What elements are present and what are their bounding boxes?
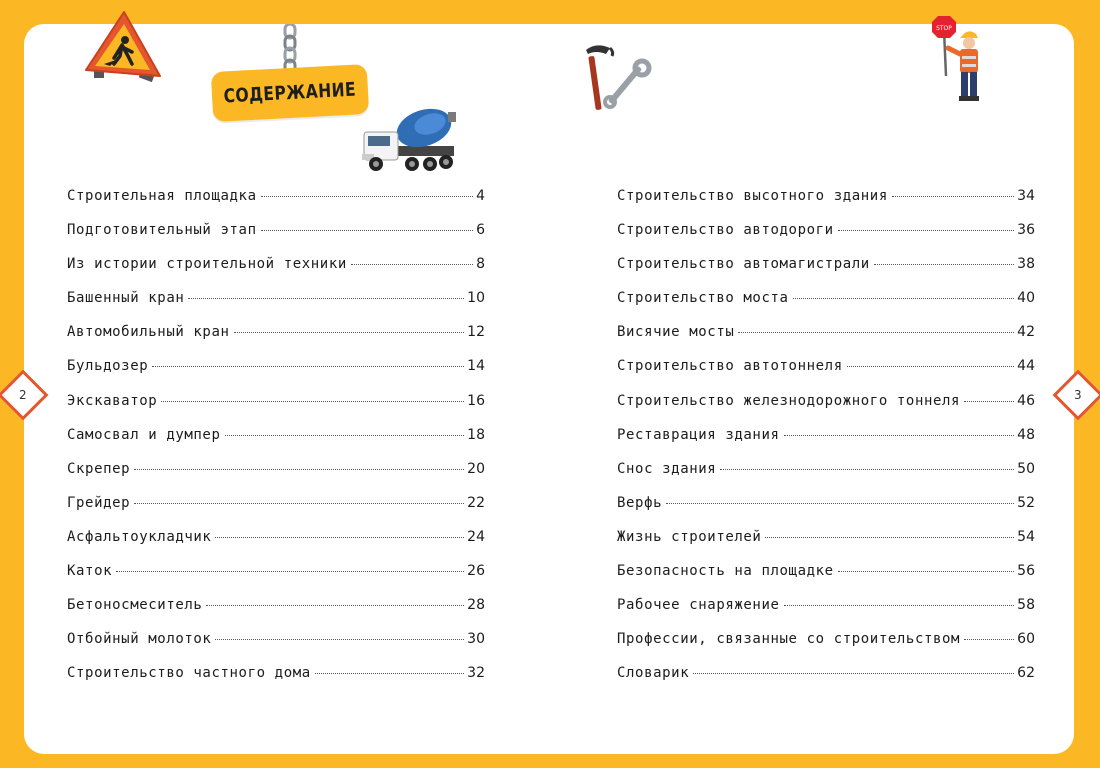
toc-entry-page: 14 bbox=[467, 358, 485, 375]
toc-leader-dots bbox=[838, 571, 1014, 572]
toc-leader-dots bbox=[261, 230, 473, 231]
toc-entry-title: Строительство высотного здания bbox=[617, 188, 888, 204]
toc-entry[interactable] bbox=[617, 324, 1035, 358]
toc-left-column bbox=[67, 188, 485, 699]
contents-title-plate bbox=[211, 64, 369, 122]
page-title: СОДЕРЖАНИЕ bbox=[223, 78, 357, 108]
toc-entry[interactable] bbox=[617, 222, 1035, 256]
toc-entry-page: 34 bbox=[1017, 188, 1035, 204]
road-works-sign-icon bbox=[80, 8, 164, 88]
toc-entry[interactable] bbox=[617, 290, 1035, 324]
toc-entry[interactable] bbox=[67, 393, 485, 427]
toc-entry-page: 16 bbox=[467, 392, 485, 409]
toc-entry-page: 46 bbox=[1017, 392, 1035, 409]
toc-leader-dots bbox=[784, 435, 1015, 436]
page-number-right-text: 3 bbox=[1074, 387, 1082, 402]
toc-entry[interactable] bbox=[617, 563, 1035, 597]
toc-entry-page: 22 bbox=[467, 494, 485, 511]
toc-entry-page: 38 bbox=[1017, 256, 1035, 273]
pickaxe-wrench-icon bbox=[582, 40, 652, 114]
toc-entry-page: 50 bbox=[1017, 460, 1035, 477]
toc-leader-dots bbox=[847, 366, 1014, 367]
toc-entry[interactable] bbox=[67, 597, 485, 631]
toc-entry-title: Строительство железнодорожного тоннеля bbox=[617, 392, 961, 409]
toc-leader-dots bbox=[838, 230, 1014, 231]
toc-entry-page: 48 bbox=[1017, 426, 1035, 443]
toc-leader-dots bbox=[161, 401, 464, 402]
toc-entry-page: 6 bbox=[476, 222, 485, 239]
toc-leader-dots bbox=[964, 639, 1014, 640]
toc-entry[interactable] bbox=[67, 256, 485, 290]
toc-entry-page: 54 bbox=[1017, 528, 1035, 545]
toc-entry[interactable] bbox=[617, 597, 1035, 631]
toc-entry[interactable] bbox=[617, 358, 1035, 392]
toc-leader-dots bbox=[765, 537, 1014, 538]
toc-entry-title: Отбойный молоток bbox=[67, 631, 212, 648]
toc-entry-page: 28 bbox=[467, 597, 485, 614]
toc-entry[interactable] bbox=[67, 631, 485, 665]
toc-entry-page: 26 bbox=[467, 563, 485, 580]
toc-entry-title: Строительство автотоннеля bbox=[617, 358, 843, 375]
toc-entry-title: Верфь bbox=[617, 494, 663, 511]
toc-entry-title: Строительство моста bbox=[617, 290, 789, 307]
toc-entry[interactable] bbox=[67, 222, 485, 256]
toc-entry-page: 18 bbox=[467, 426, 485, 443]
toc-entry-page: 60 bbox=[1017, 631, 1035, 648]
toc-entry-title: Профессии, связанные со строительством bbox=[617, 631, 961, 648]
toc-entry[interactable] bbox=[67, 495, 485, 529]
toc-entry-page: 20 bbox=[467, 460, 485, 477]
toc-right-column bbox=[617, 188, 1035, 699]
toc-entry[interactable] bbox=[67, 529, 485, 563]
toc-leader-dots bbox=[188, 298, 464, 299]
toc-entry-page: 36 bbox=[1017, 222, 1035, 239]
toc-leader-dots bbox=[116, 571, 464, 572]
toc-entry[interactable] bbox=[617, 461, 1035, 495]
toc-entry-title: Автомобильный кран bbox=[67, 324, 230, 341]
toc-entry-page: 12 bbox=[467, 324, 485, 341]
toc-entry-page: 10 bbox=[467, 290, 485, 307]
toc-entry-page: 24 bbox=[467, 528, 485, 545]
toc-entry[interactable] bbox=[67, 563, 485, 597]
toc-entry-title: Бетоносмеситель bbox=[67, 597, 203, 614]
toc-entry[interactable] bbox=[67, 188, 485, 222]
toc-entry-page: 52 bbox=[1017, 494, 1035, 511]
toc-leader-dots bbox=[964, 401, 1014, 402]
toc-entry-title: Безопасность на площадке bbox=[617, 563, 834, 580]
toc-leader-dots bbox=[693, 673, 1014, 674]
toc-leader-dots bbox=[215, 639, 464, 640]
toc-leader-dots bbox=[134, 469, 464, 470]
toc-entry-page: 4 bbox=[476, 188, 485, 204]
toc-leader-dots bbox=[225, 435, 465, 436]
toc-entry[interactable] bbox=[617, 665, 1035, 699]
toc-entry-title: Строительство автомагистрали bbox=[617, 256, 870, 273]
toc-entry-title: Экскаватор bbox=[67, 392, 158, 409]
toc-entry[interactable] bbox=[67, 461, 485, 495]
toc-entry-title: Каток bbox=[67, 563, 113, 580]
toc-leader-dots bbox=[738, 332, 1014, 333]
toc-entry-page: 62 bbox=[1017, 665, 1035, 682]
toc-entry-page: 58 bbox=[1017, 597, 1035, 614]
toc-leader-dots bbox=[720, 469, 1014, 470]
toc-entry-title: Висячие мосты bbox=[617, 324, 735, 341]
toc-entry-title: Асфальтоукладчик bbox=[67, 528, 212, 545]
toc-leader-dots bbox=[784, 605, 1015, 606]
toc-leader-dots bbox=[215, 537, 464, 538]
toc-entry-title: Словарик bbox=[617, 665, 690, 682]
page-number-left-text: 2 bbox=[19, 387, 27, 402]
toc-entry[interactable] bbox=[617, 631, 1035, 665]
toc-entry[interactable] bbox=[617, 529, 1035, 563]
toc-entry-title: Башенный кран bbox=[67, 290, 185, 307]
stop-sign-worker-icon bbox=[928, 14, 988, 106]
toc-leader-dots bbox=[152, 366, 464, 367]
toc-entry-title: Самосвал и думпер bbox=[67, 426, 221, 443]
toc-entry[interactable] bbox=[617, 427, 1035, 461]
toc-entry-title: Рабочее снаряжение bbox=[617, 597, 780, 614]
toc-entry-title: Бульдозер bbox=[67, 358, 149, 375]
toc-entry-page: 30 bbox=[467, 631, 485, 648]
toc-entry-page: 40 bbox=[1017, 290, 1035, 307]
toc-entry-page: 32 bbox=[467, 665, 485, 682]
toc-leader-dots bbox=[351, 264, 473, 265]
toc-entry[interactable] bbox=[67, 665, 485, 699]
toc-entry[interactable] bbox=[67, 358, 485, 392]
toc-leader-dots bbox=[793, 298, 1015, 299]
toc-entry-page: 8 bbox=[476, 256, 485, 273]
toc-entry-title: Подготовительный этап bbox=[67, 222, 257, 239]
toc-entry[interactable] bbox=[617, 188, 1035, 222]
toc-entry-title: Строительство автодороги bbox=[617, 222, 834, 239]
toc-entry-title: Реставрация здания bbox=[617, 426, 780, 443]
toc-entry[interactable] bbox=[617, 393, 1035, 427]
toc-leader-dots bbox=[666, 503, 1014, 504]
toc-entry-title: Скрепер bbox=[67, 460, 131, 477]
toc-leader-dots bbox=[134, 503, 464, 504]
toc-entry-title: Из истории строительной техники bbox=[67, 256, 347, 273]
toc-entry[interactable] bbox=[617, 495, 1035, 529]
toc-leader-dots bbox=[874, 264, 1014, 265]
toc-leader-dots bbox=[261, 196, 473, 197]
toc-entry[interactable] bbox=[67, 324, 485, 358]
toc-entry-page: 56 bbox=[1017, 563, 1035, 580]
toc-entry-page: 44 bbox=[1017, 358, 1035, 375]
toc-leader-dots bbox=[234, 332, 465, 333]
toc-leader-dots bbox=[206, 605, 464, 606]
toc-entry-title: Строительная площадка bbox=[67, 188, 257, 204]
toc-entry[interactable] bbox=[67, 290, 485, 324]
concrete-mixer-truck-icon bbox=[360, 98, 460, 180]
toc-entry-title: Грейдер bbox=[67, 494, 131, 511]
svg-text:STOP: STOP bbox=[936, 25, 952, 32]
toc-entry-title: Жизнь строителей bbox=[617, 528, 762, 545]
toc-leader-dots bbox=[315, 673, 464, 674]
toc-entry[interactable] bbox=[617, 256, 1035, 290]
toc-entry-title: Строительство частного дома bbox=[67, 665, 311, 682]
toc-leader-dots bbox=[892, 196, 1014, 197]
toc-entry-title: Снос здания bbox=[617, 460, 717, 477]
toc-entry-page: 42 bbox=[1017, 324, 1035, 341]
toc-entry[interactable] bbox=[67, 427, 485, 461]
